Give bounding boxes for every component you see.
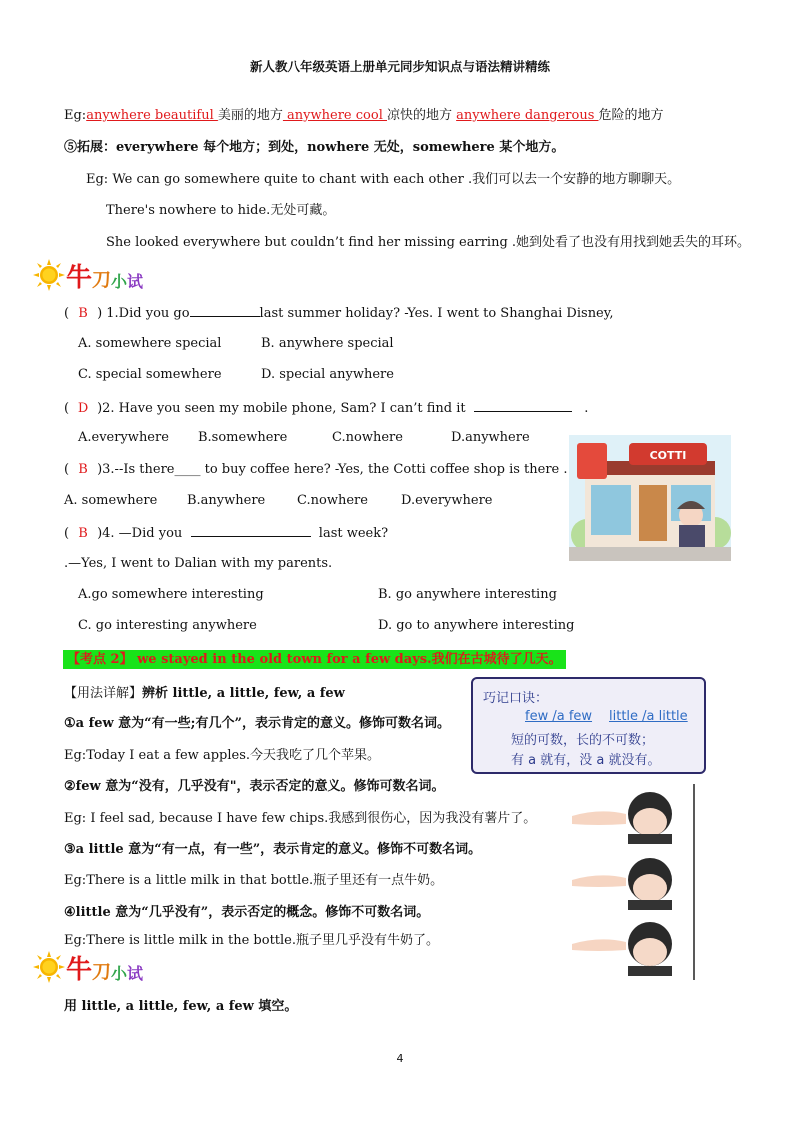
q1-option-d: D. special anywhere — [261, 367, 394, 382]
example-2: There's nowhere to hide.无处可藏。 — [106, 203, 336, 218]
q3-stem: )3.--Is there____ to buy coffee here? -Yes, the Cotti coffee shop is there . — [97, 462, 568, 477]
example-1: Eg: We can go somewhere quite to chant with each other .我们可以去一个安静的地方聊聊天。 — [86, 172, 681, 187]
q2-stem-b: . — [584, 401, 589, 416]
q4-option-c: C. go interesting anywhere — [78, 618, 257, 633]
section-title-2 — [32, 950, 143, 984]
page-header: 新人教八年级英语上册单元同步知识点与语法精讲精练 — [249, 59, 550, 74]
tip-line-2: 有 a 就有，没 a 就没有。 — [511, 753, 661, 768]
q2-option-c: C.nowhere — [332, 430, 403, 445]
q2-option-b: B.somewhere — [198, 430, 288, 445]
question-4 — [64, 524, 388, 541]
usage-title-b: 辨析 little, a little, few, a few — [142, 686, 345, 701]
page-number: 4 — [396, 1052, 404, 1065]
paren: ( — [64, 306, 70, 321]
sun-icon — [32, 258, 66, 292]
q2-blank — [474, 399, 572, 412]
usage-example-4: Eg:There is little milk in the bottle.瓶子里几乎没有牛奶了。 — [64, 933, 439, 948]
q3-option-c: C.nowhere — [297, 493, 368, 508]
paren: ( — [64, 526, 70, 541]
boy-hands-illustration — [570, 780, 698, 985]
mnemonic-box — [471, 677, 706, 774]
q3-option-b: B.anywhere — [187, 493, 266, 508]
usage-title-a: 【用法详解】 — [64, 686, 143, 701]
eg-prefix: Eg: — [64, 108, 87, 123]
tip-word-little: little /a little — [609, 709, 688, 724]
q1-option-b: B. anywhere special — [261, 336, 394, 351]
q2-option-d: D.anywhere — [451, 430, 530, 445]
answer-2: D — [77, 401, 89, 416]
title-char-xiao: 小 — [111, 272, 128, 291]
title-char-dao: 刀 — [92, 961, 112, 983]
paren: ( — [64, 401, 70, 416]
zh-cool: 凉快的地方 — [386, 108, 457, 123]
usage-item-2: ②few 意为“没有，几乎没有"，表示否定的意义。修饰可数名词。 — [64, 779, 445, 794]
usage-example-1: Eg:Today I eat a few apples.今天我吃了几个苹果。 — [64, 748, 380, 763]
q1-option-a: A. somewhere special — [78, 336, 222, 351]
section-title-1 — [32, 258, 143, 292]
answer-1: B — [78, 306, 88, 321]
eg-line — [64, 104, 664, 123]
question-2 — [64, 399, 588, 416]
example-3: She looked everywhere but couldn’t find her missing earring .她到处看了也没有用找到她丢失的耳环。 — [106, 235, 751, 250]
title-char-xiao: 小 — [111, 964, 128, 983]
expand-number: ⑤ — [64, 140, 78, 155]
q4-option-d: D. go to anywhere interesting — [378, 618, 575, 633]
title-char-niu: 牛 — [66, 955, 93, 985]
q4-blank — [191, 524, 311, 537]
usage-item-1: ①a few 意为“有一些;有几个”，表示肯定的意义。修饰可数名词。 — [64, 716, 450, 731]
q4-option-b: B. go anywhere interesting — [378, 587, 557, 602]
usage-example-2: Eg: I feel sad, because I have few chips.我感到很伤心，因为我没有薯片了。 — [64, 811, 537, 826]
usage-item-3: ③a little 意为“有一点，有一些”，表示肯定的意义。修饰不可数名词。 — [64, 842, 482, 857]
usage-title — [64, 682, 345, 701]
tip-word-few: few /a few — [525, 709, 593, 724]
paren: ( — [64, 462, 70, 477]
usage-item-4: ④little 意为“几乎没有”，表示否定的概念。修饰不可数名词。 — [64, 905, 430, 920]
q1-blank — [190, 304, 260, 317]
zh-dangerous: 危险的地方 — [598, 108, 664, 123]
q3-option-a: A. somewhere — [64, 493, 158, 508]
q4-reply: .—Yes, I went to Dalian with my parents. — [64, 556, 333, 571]
shop-sign: COTTI — [649, 449, 687, 462]
phrase-anywhere-beautiful: anywhere beautiful — [86, 108, 218, 123]
fill-instruction: 用 little, a little, few, a few 填空。 — [64, 999, 298, 1014]
tip-line-1: 短的可数，长的不可数； — [511, 733, 655, 748]
zh-beautiful: 美丽的地方 — [217, 108, 283, 123]
question-3 — [64, 462, 568, 477]
q1-option-c: C. special somewhere — [78, 367, 222, 382]
q2-stem-a: )2. Have you seen my mobile phone, Sam? I can’t find it — [97, 401, 466, 416]
expand-text: 拓展：everywhere 每个地方；到处，nowhere 无处，somewhere 某个地方。 — [77, 140, 565, 155]
answer-4: B — [78, 526, 88, 541]
expand-line — [64, 136, 564, 155]
q2-option-a: A.everywhere — [78, 430, 169, 445]
title-char-niu: 牛 — [66, 263, 93, 293]
q4-option-a: A.go somewhere interesting — [78, 587, 264, 602]
kaodian-text: 【考点 2】 we stayed in the old town for a few days.我们在古城待了几天。 — [63, 650, 566, 669]
kaodian-2 — [63, 648, 566, 667]
q1-stem-b: last summer holiday? -Yes. I went to Shanghai Disney, — [259, 306, 614, 321]
phrase-anywhere-cool: anywhere cool — [282, 108, 387, 123]
q4-stem-a: )4. —Did you — [97, 526, 183, 541]
phrase-anywhere-dangerous: anywhere dangerous — [456, 108, 599, 123]
coffee-shop-illustration — [569, 435, 731, 561]
answer-3: B — [78, 462, 88, 477]
question-1 — [64, 304, 614, 321]
title-char-dao: 刀 — [92, 269, 112, 291]
q4-stem-b: last week? — [318, 526, 389, 541]
tip-title: 巧记口诀： — [483, 691, 549, 706]
q1-stem-a: ) 1.Did you go — [97, 306, 190, 321]
sun-icon — [32, 950, 66, 984]
title-char-shi: 试 — [127, 272, 144, 291]
usage-example-3: Eg:There is a little milk in that bottle.瓶子里还有一点牛奶。 — [64, 873, 444, 888]
q3-option-d: D.everywhere — [401, 493, 493, 508]
title-char-shi: 试 — [127, 964, 144, 983]
